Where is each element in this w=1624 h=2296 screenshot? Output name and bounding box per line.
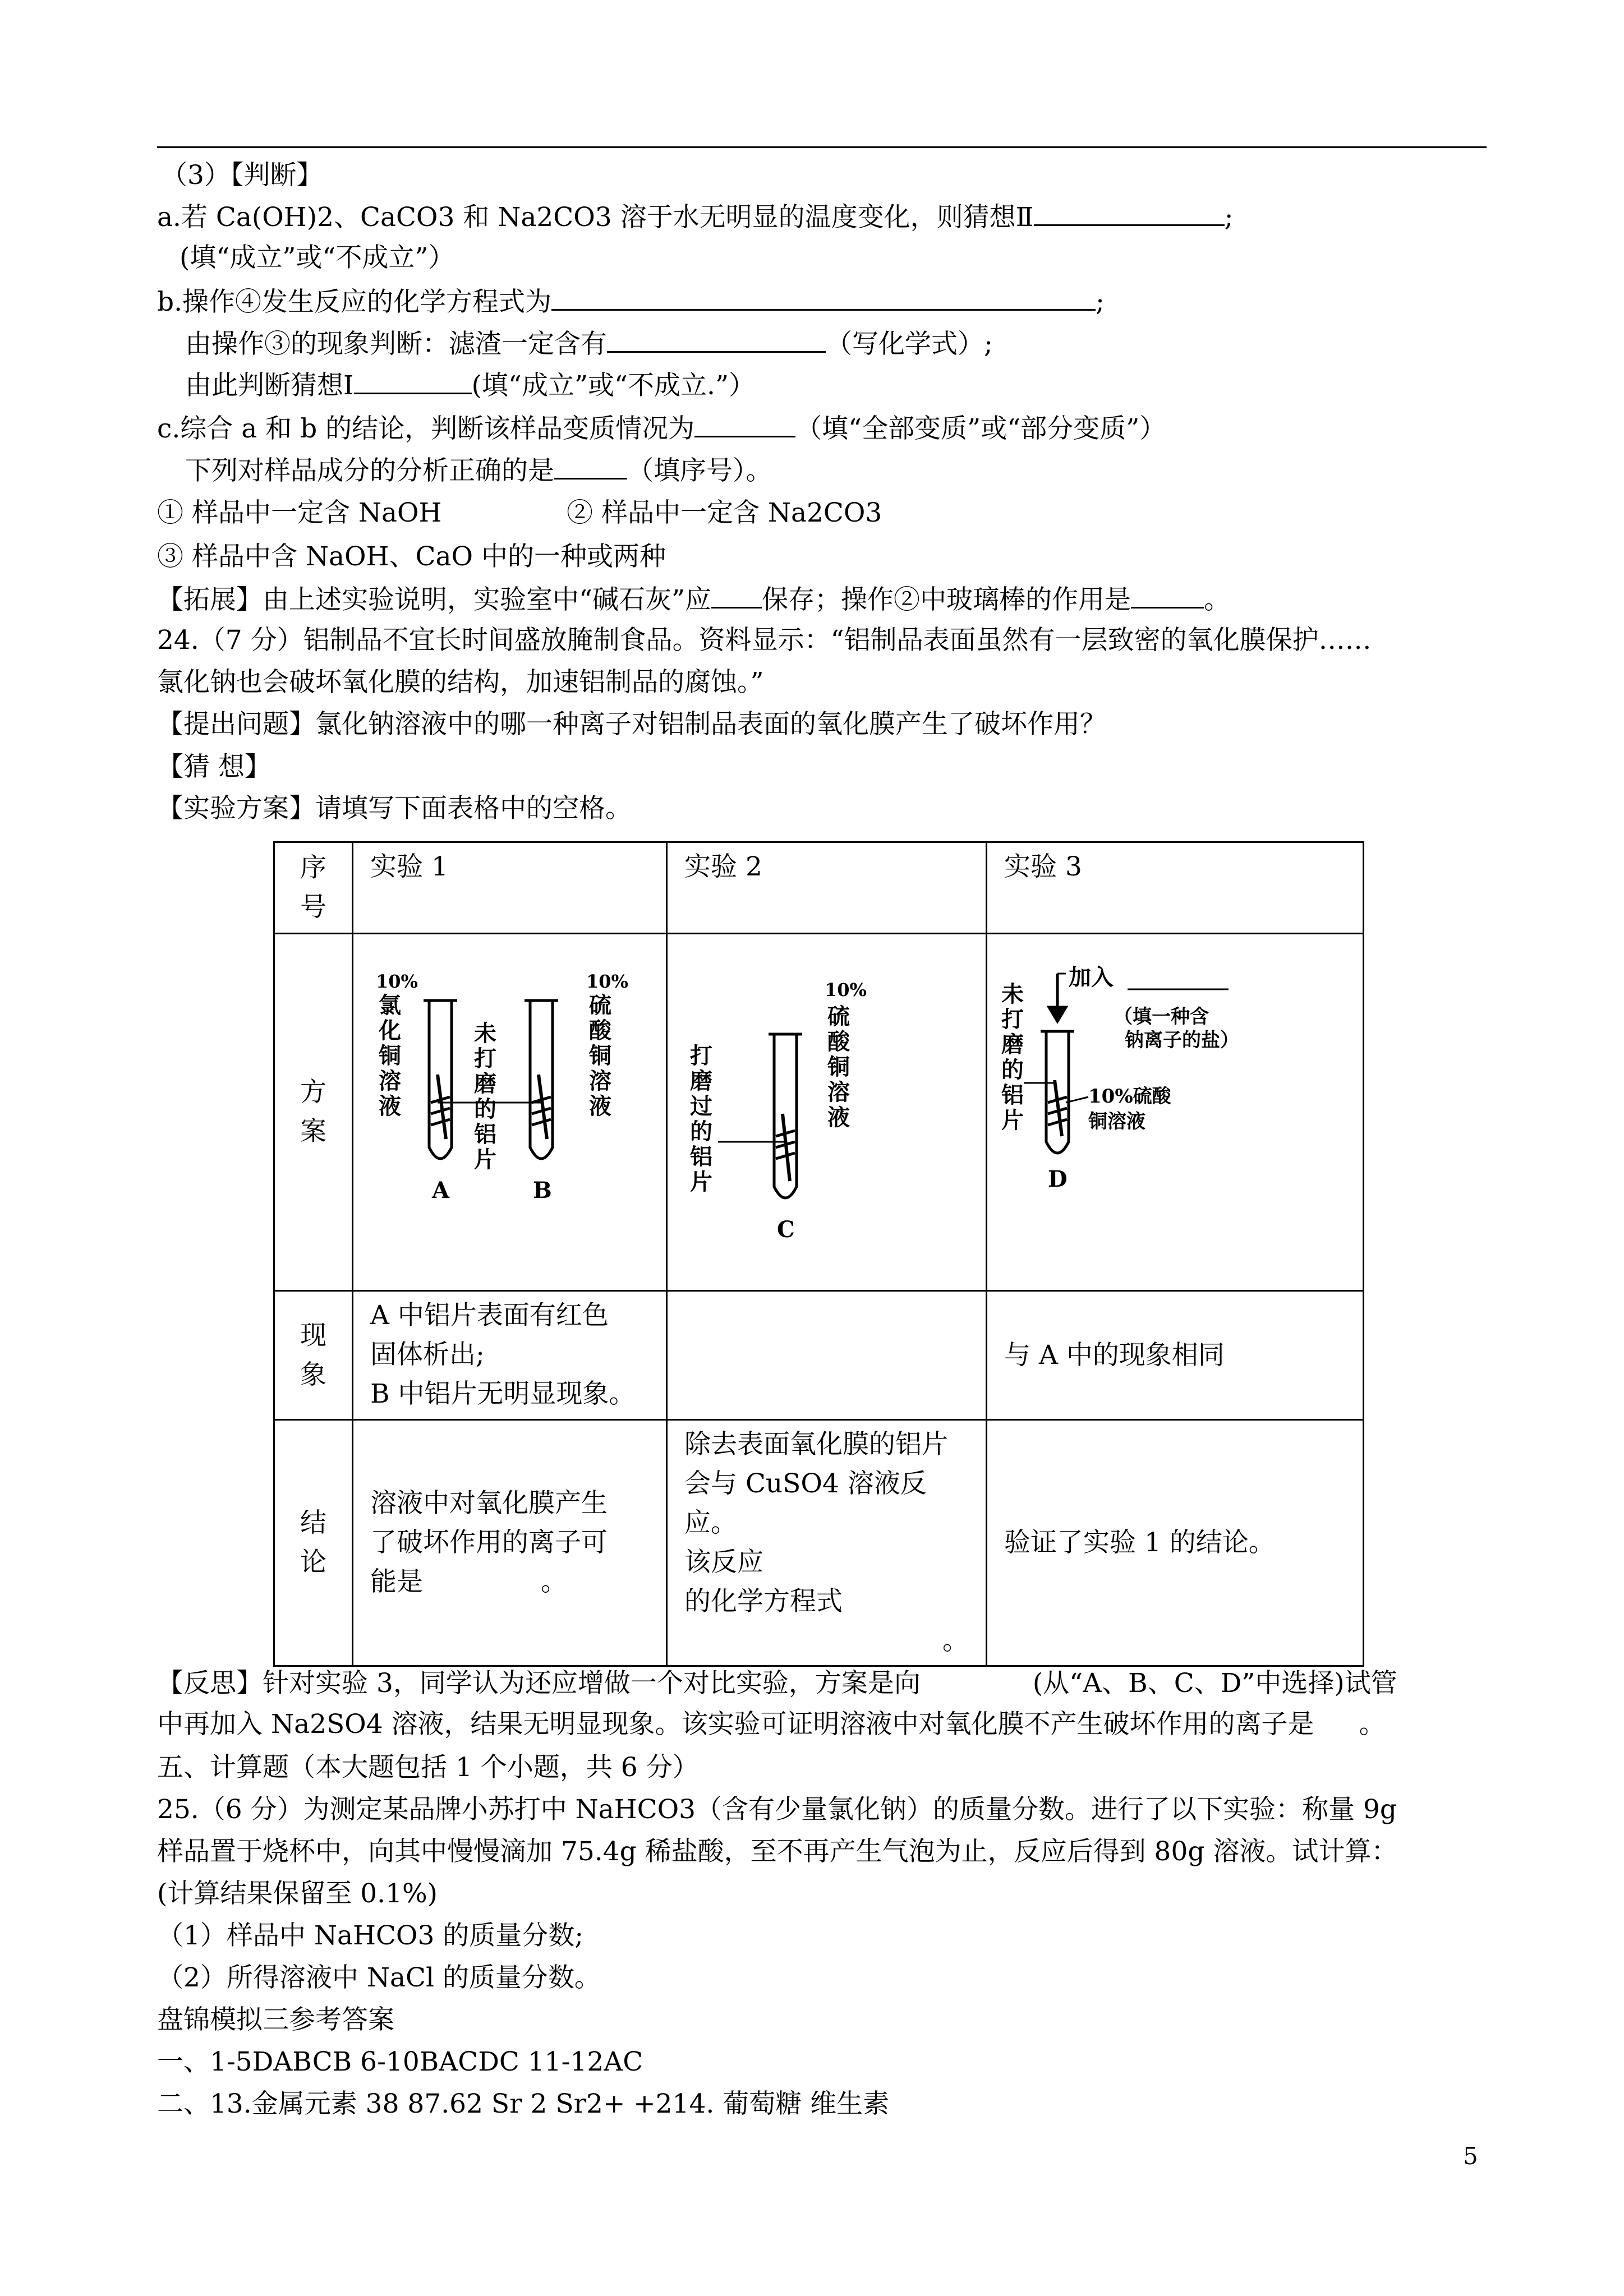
cell-exp2-title: 实验 2	[667, 842, 987, 934]
line-extension	[157, 582, 1230, 617]
svg-text:铜溶液: 铜溶液	[1088, 1110, 1145, 1133]
cell-phenomenon-label	[274, 1291, 353, 1420]
text-a: a.若 Ca(OH)2、CaCO3 和 Na2CO3 溶于水无明显的温度变化，则猜想Ⅱ	[157, 202, 1034, 233]
blank-storage[interactable]	[711, 582, 762, 608]
cell-exp2-phenomenon[interactable]	[667, 1291, 987, 1420]
label-conclusion: 结论	[300, 1507, 326, 1578]
line-reflection	[157, 1667, 1397, 1700]
tube-label-c: C	[777, 1216, 795, 1243]
text-reflection-hint: (从“A、B、C、D”中选择)试管	[1032, 1668, 1397, 1699]
label-scheme: 方案	[300, 1077, 326, 1147]
svg-text:钠离子的盐）: 钠离子的盐）	[1125, 1029, 1239, 1052]
blank-hypothesis-1[interactable]	[354, 368, 472, 394]
q25-sub-1: （1）样品中 NaHCO3 的质量分数;	[157, 1920, 584, 1951]
svg-text:化: 化	[379, 1017, 401, 1044]
svg-text:铝: 铝	[1001, 1082, 1024, 1108]
text-b: b.操作④发生反应的化学方程式为	[157, 287, 552, 317]
blank-rod-role[interactable]	[1131, 582, 1204, 608]
label-seq: 序号	[300, 852, 326, 923]
q24-plan: 【实验方案】请填写下面表格中的空格。	[157, 793, 632, 824]
test-tube-a	[429, 1002, 452, 1159]
conc1-line1: 溶液中对氧化膜产生	[370, 1488, 608, 1519]
table-row-phenomenon	[274, 1291, 1364, 1420]
svg-text:片: 片	[474, 1146, 496, 1173]
blank-degree[interactable]	[694, 411, 795, 437]
svg-text:片: 片	[1001, 1107, 1024, 1133]
text-reflection: 【反思】针对实验 3，同学认为还应增做一个对比实验，方案是向	[157, 1668, 921, 1699]
section-5-title: 五、计算题（本大题包括 1 个小题，共 6 分）	[157, 1752, 699, 1783]
cell-exp1-phenomenon	[353, 1291, 667, 1420]
cell-exp1-title: 实验 1	[353, 842, 667, 934]
text-b3: 由此判断猜想Ⅰ	[185, 370, 354, 401]
tube-label-b: B	[533, 1177, 552, 1204]
svg-text:磨: 磨	[1001, 1031, 1024, 1058]
svg-text:液: 液	[589, 1093, 611, 1119]
table-row-header	[274, 842, 1364, 934]
q24-line-1: 24.（7 分）铝制品不宜长时间盛放腌制食品。资料显示：“铝制品表面虽然有一层致密的氧化膜保护……	[157, 625, 1372, 656]
line-a	[157, 200, 1233, 234]
diagram-exp2	[668, 934, 985, 1279]
answers-part-1: 一、1-5DABCB 6-10BACDC 11-12AC	[157, 2046, 643, 2077]
svg-text:片: 片	[690, 1169, 712, 1195]
header-rule	[157, 146, 1487, 148]
cell-seq	[274, 842, 353, 934]
svg-text:铜: 铜	[379, 1043, 401, 1069]
q24-hypothesis: 【猜 想】	[157, 751, 271, 782]
label-cuso4-percent: 10%	[586, 971, 628, 992]
q24-line-2: 氯化钠也会破坏氧化膜的结构，加速铝制品的腐蚀。”	[157, 667, 764, 698]
label-cuso4-2: 硫	[827, 1003, 850, 1030]
diagram-exp3	[987, 934, 1362, 1279]
cell-exp3-conclusion: 验证了实验 1 的结论。	[987, 1420, 1364, 1666]
svg-text:的: 的	[1001, 1057, 1024, 1083]
phen1-line2: 固体析出;	[370, 1339, 485, 1370]
answers-title: 盘锦模拟三参考答案	[157, 2004, 394, 2035]
conc2-end: 。	[942, 1625, 969, 1656]
text-ext2: 保存；操作②中玻璃棒的作用是	[762, 584, 1131, 615]
label-cucl2: 氯	[379, 992, 401, 1018]
cell-exp1-conclusion	[353, 1420, 667, 1666]
line-c2	[185, 453, 772, 488]
conc2-line1: 除去表面氧化膜的铝片	[684, 1429, 948, 1460]
tube-label-d: D	[1048, 1166, 1068, 1192]
text-c-hint: （填“全部变质”或“部分变质”）	[795, 413, 1166, 444]
svg-text:的: 的	[690, 1118, 712, 1145]
option-2: ② 样品中一定含 Na2CO3	[567, 497, 882, 528]
table-row-conclusion	[274, 1420, 1364, 1666]
svg-text:铜: 铜	[827, 1054, 850, 1080]
cell-exp3-phenomenon: 与 A 中的现象相同	[987, 1291, 1364, 1420]
text-c2-hint: （填序号）。	[627, 455, 772, 486]
svg-text:过: 过	[690, 1093, 712, 1119]
svg-text:酸: 酸	[589, 1017, 611, 1044]
text-b2: 由操作③的现象判断：滤渣一定含有	[185, 329, 607, 359]
conc2-line4: 的化学方程式	[684, 1586, 843, 1617]
label-cuso4: 硫	[589, 992, 611, 1018]
svg-text:铜: 铜	[589, 1043, 611, 1069]
svg-text:铝: 铝	[474, 1121, 496, 1147]
conc2-line2: 会与 CuSO4 溶液反应。	[684, 1468, 927, 1538]
conc1-line2: 了破坏作用的离子可	[370, 1527, 608, 1558]
text-c2: 下列对样品成分的分析正确的是	[185, 455, 554, 486]
line-b3	[185, 368, 755, 403]
svg-text:溶: 溶	[379, 1068, 401, 1094]
text-b2-hint: （写化学式）;	[826, 329, 993, 359]
conc1-line3	[370, 1562, 649, 1602]
page-number: 5	[1463, 2142, 1478, 2170]
blank-a[interactable]	[1034, 200, 1225, 226]
svg-text:打: 打	[474, 1045, 496, 1072]
label-cuso4-3: 10%硫酸	[1088, 1085, 1171, 1108]
svg-text:溶: 溶	[827, 1079, 850, 1105]
cell-scheme-label	[274, 934, 353, 1291]
label-untreated-al-3: 未	[1001, 981, 1024, 1007]
blank-b-equation[interactable]	[551, 284, 1096, 311]
phen1-line1: A 中铝片表面有红色	[370, 1300, 609, 1331]
diagram-exp1	[353, 934, 665, 1279]
cell-exp3-title: 实验 3	[987, 842, 1364, 934]
q24-question: 【提出问题】氯化钠溶液中的哪一种离子对铝制品表面的氧化膜产生了破坏作用？	[157, 709, 1106, 740]
label-add: 加入	[1069, 964, 1114, 990]
text-ext-end: 。	[1204, 584, 1231, 615]
q25-line-1: 25.（6 分）为测定某品牌小苏打中 NaHCO3（含有少量氯化钠）的质量分数。进行了以下实验：称量 9g	[157, 1794, 1397, 1825]
svg-text:磨: 磨	[474, 1071, 496, 1097]
svg-text:磨: 磨	[690, 1068, 712, 1094]
label-salt-hint: （填一种含	[1114, 1006, 1209, 1028]
svg-text:液: 液	[827, 1104, 850, 1131]
text-b3-hint: (填“成立”或“不成立.”）	[471, 370, 755, 401]
label-untreated-al: 未	[474, 1020, 496, 1046]
test-tube-c	[774, 1035, 797, 1198]
text-c: c.综合 a 和 b 的结论，判断该样品变质情况为	[157, 413, 695, 444]
option-3: ③ 样品中含 NaOH、CaO 中的一种或两种	[157, 541, 666, 572]
label-phenomenon: 现象	[300, 1320, 326, 1390]
answers-part-2: 二、13.金属元素 38 87.62 Sr 2 Sr2+ +214. 葡萄糖 维生素	[157, 2088, 890, 2119]
svg-text:溶: 溶	[589, 1068, 611, 1094]
cell-exp2-diagram	[667, 934, 987, 1291]
line-a-hint: (填“成立”或“不成立”）	[180, 242, 455, 273]
text-reflection-2: 中再加入 Na2SO4 溶液，结果无明显现象。该实验可证明溶液中对氧化膜不产生破坏作用的离子是	[157, 1709, 1314, 1740]
text-ext: 【拓展】由上述实验说明，实验室中“碱石灰”应	[157, 584, 712, 615]
option-1: ① 样品中一定含 NaOH	[157, 497, 442, 528]
blank-residue[interactable]	[607, 326, 826, 353]
line-c	[157, 411, 1166, 446]
svg-text:酸: 酸	[827, 1029, 850, 1055]
line-b	[157, 284, 1105, 319]
label-polished-al: 打	[690, 1043, 712, 1069]
q25-line-2: 样品置于烧杯中，向其中慢慢滴加 75.4g 稀盐酸，至不再产生气泡为止，反应后得到 80g 溶液。试计算：	[157, 1836, 1398, 1867]
text-semicolon: ;	[1096, 287, 1105, 317]
conc2-line3: 该反应	[684, 1547, 763, 1578]
phen1-line3: B 中铝片无明显现象。	[370, 1378, 636, 1409]
tube-label-a: A	[432, 1177, 450, 1204]
conc1-end: 。	[541, 1566, 567, 1597]
svg-text:铝: 铝	[690, 1144, 712, 1170]
text-semicolon: ;	[1224, 202, 1234, 233]
cell-exp2-conclusion	[667, 1420, 987, 1666]
experiment-table	[273, 841, 1364, 1667]
conc1-text: 能是	[370, 1566, 423, 1597]
cell-exp1-diagram	[353, 934, 667, 1291]
line-reflection-2: 中再加入 Na2SO4 溶液，结果无明显现象。该实验可证明溶液中对氧化膜不产生破坏作用的离子是 。	[157, 1709, 1386, 1740]
line-b2	[185, 326, 993, 361]
label-cucl2-percent: 10%	[376, 971, 418, 992]
cell-exp3-diagram	[987, 934, 1364, 1291]
line-judge-title: （3）【判断】	[161, 160, 323, 191]
table-row-scheme	[274, 934, 1364, 1291]
blank-option[interactable]	[554, 453, 627, 480]
test-tube-b	[530, 1002, 553, 1159]
svg-text:的: 的	[474, 1096, 496, 1122]
q25-line-3: (计算结果保留至 0.1%)	[157, 1878, 438, 1909]
cell-conclusion-label	[274, 1420, 353, 1666]
svg-text:打: 打	[1001, 1006, 1024, 1032]
label-cuso4-percent-2: 10%	[825, 979, 867, 1001]
q25-sub-2: （2）所得溶液中 NaCl 的质量分数。	[157, 1962, 601, 1993]
svg-text:液: 液	[379, 1093, 401, 1119]
